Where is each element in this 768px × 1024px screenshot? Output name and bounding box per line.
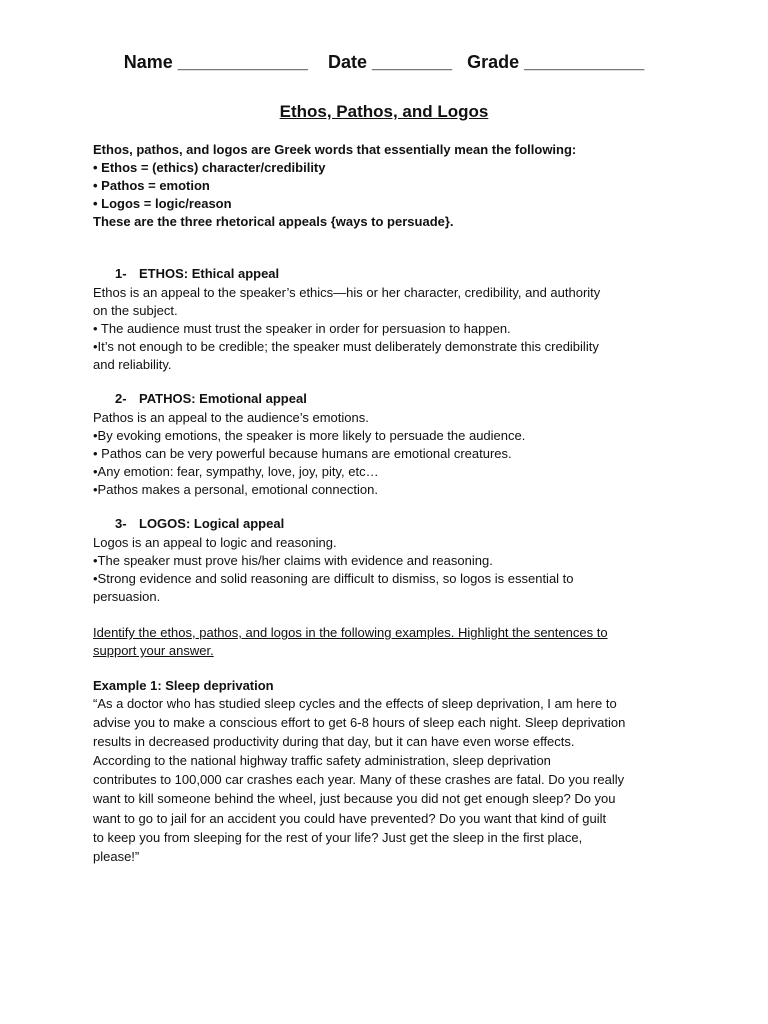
section-heading [115,391,307,406]
example-line: “As a doctor who has studied sleep cycles and the effects of sleep deprivation, I am here to [93,696,617,711]
section-title: ETHOS: Ethical appeal [139,266,280,281]
instructions-line: support your answer. [93,643,214,658]
section-body [93,534,683,606]
example-line: contributes to 100,000 car crashes each year. Many of these crashes are fatal. Do you really [93,772,625,788]
example-text [93,694,683,866]
worksheet-title: Ethos, Pathos, and Logos [279,102,489,121]
example-line: advise you to make a conscious effort to get 6-8 hours of sleep each night. Sleep deprivation [93,715,626,731]
example-line: want to go to jail for an accident you could have prevented? Do you want that kind of guilt [93,810,607,826]
grade-field-label: Grade ____________ [467,52,645,72]
name-field-label: Name _____________ [123,52,308,72]
example-line: to keep you from sleeping for the rest of your life? Just get the sleep in the first place, [93,829,583,845]
example-line: results in decreased productivity during that day, but it can have even worse effects. [93,734,575,750]
section-line: Logos is an appeal to logic and reasoning. [93,535,337,550]
intro-block [93,141,683,231]
section-body [93,409,683,499]
example-heading: Example 1: Sleep deprivation [93,678,274,693]
section-line: Ethos is an appeal to the speaker’s ethics—his or her character, credibility, and authority [93,285,601,300]
section-heading [115,266,279,281]
section-line: on the subject. [93,303,178,318]
section-line: • Pathos can be very powerful because humans are emotional creatures. [93,446,512,461]
section-line: •By evoking emotions, the speaker is more likely to persuade the audience. [93,428,526,443]
header-fields [0,52,768,73]
intro-bullet: • Logos = logic/reason [93,196,232,211]
intro-lead: Ethos, pathos, and logos are Greek words that essentially mean the following: [93,142,577,157]
section-line: •The speaker must prove his/her claims with evidence and reasoning. [93,553,493,568]
section-body [93,284,683,374]
example-line: want to kill someone behind the wheel, just because you did not get enough sleep? Do you [93,791,616,807]
example-line: please!” [93,848,140,864]
section-line: persuasion. [93,589,161,604]
instructions-line: Identify the ethos, pathos, and logos in the following examples. Highlight the sentences to [93,625,608,640]
section-line: and reliability. [93,357,172,372]
section-title: LOGOS: Logical appeal [139,516,285,531]
section-line: •Any emotion: fear, sympathy, love, joy, pity, etc… [93,464,379,479]
section-line: •Strong evidence and solid reasoning are difficult to dismiss, so logos is essential to [93,571,574,586]
section-number: 1- [115,266,127,281]
instructions [93,624,683,660]
section-number: 3- [115,516,127,531]
section-number: 2- [115,391,127,406]
example-line: According to the national highway traffic safety administration, sleep deprivation [93,753,551,769]
date-field-label: Date ________ [327,52,453,72]
intro-bullet: • Ethos = (ethics) character/credibility [93,160,326,175]
intro-closing: These are the three rhetorical appeals {ways to persuade}. [93,214,454,229]
section-line: • The audience must trust the speaker in order for persuasion to happen. [93,321,511,336]
section-line: •It’s not enough to be credible; the speaker must deliberately demonstrate this credibility [93,339,599,354]
section-heading [115,516,284,531]
section-line: Pathos is an appeal to the audience’s emotions. [93,410,369,425]
section-line: •Pathos makes a personal, emotional connection. [93,482,378,497]
section-title: PATHOS: Emotional appeal [139,391,307,406]
intro-bullet: • Pathos = emotion [93,178,210,193]
